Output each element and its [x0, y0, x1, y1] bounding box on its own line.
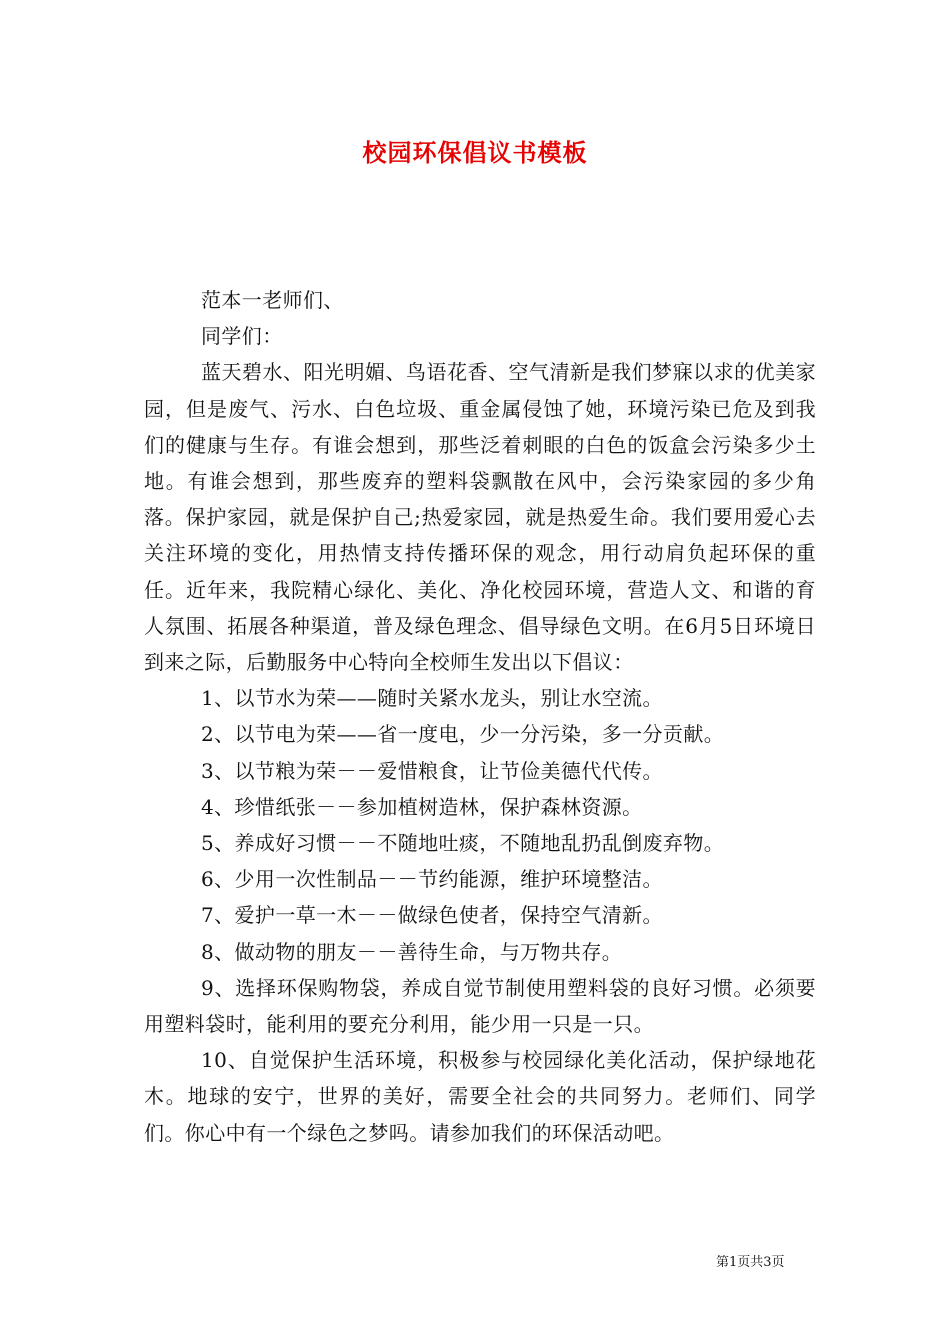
intro-paragraph: 蓝天碧水、阳光明媚、鸟语花香、空气清新是我们梦寐以求的优美家园，但是废气、污水、白色垃圾、重金属侵蚀了她，环境污染已危及到我们的健康与生存。有谁会想到，那些泛着刺眼的白色的饭盒会污染多少土地。有谁会想到，那些废弃的塑料袋飘散在风中，会污染家园的多少角落。保护家园，就是保护自己;热爱家园，就是热爱生命。我们要用爱心去关注环境的变化，用热情支持传播环保的观念，用行动肩负起环保的重任。近年来，我院精心绿化、美化、净化校园环境，营造人文、和谐的育人氛围、拓展各种渠道，普及绿色理念、倡导绿色文明。在6月5日环境日到来之际，后勤服务中心特向全校师生发出以下倡议：	[144, 360, 816, 675]
proposal-item-8: 8、做动物的朋友－－善待生命，与万物共存。	[201, 939, 623, 964]
proposal-item-7: 7、爱护一草一木－－做绿色使者，保持空气清新。	[201, 903, 663, 928]
proposal-item-5: 5、养成好习惯－－不随地吐痰，不随地乱扔乱倒废弃物。	[201, 831, 725, 856]
page-number-footer: 第1页共3页	[716, 1255, 785, 1270]
salutation-line-2: 同学们：	[201, 324, 283, 349]
proposal-item-3: 3、以节粮为荣－－爱惜粮食，让节俭美德代代传。	[201, 758, 663, 783]
document-title: 校园环保倡议书模板	[362, 138, 588, 167]
proposal-item-6: 6、少用一次性制品－－节约能源，维护环境整洁。	[201, 867, 663, 892]
proposal-item-10: 10、自觉保护生活环境，积极参与校园绿化美化活动，保护绿地花木。地球的安宁，世界的美好，需要全社会的共同努力。老师们、同学们。你心中有一个绿色之梦吗。请参加我们的环保活动吧。	[144, 1048, 816, 1145]
document-body	[144, 282, 816, 1151]
proposal-item-9: 9、选择环保购物袋，养成自觉节制使用塑料袋的良好习惯。必须要用塑料袋时，能利用的要充分利用，能少用一只是一只。	[144, 975, 816, 1037]
proposal-item-2: 2、以节电为荣——省一度电，少一分污染，多一分贡献。	[201, 722, 725, 747]
salutation-line-1: 范本一老师们、	[201, 288, 344, 312]
proposal-item-4: 4、珍惜纸张－－参加植树造林，保护森林资源。	[201, 794, 643, 819]
proposal-item-1: 1、以节水为荣——随时关紧水龙头，别让水空流。	[201, 686, 663, 711]
